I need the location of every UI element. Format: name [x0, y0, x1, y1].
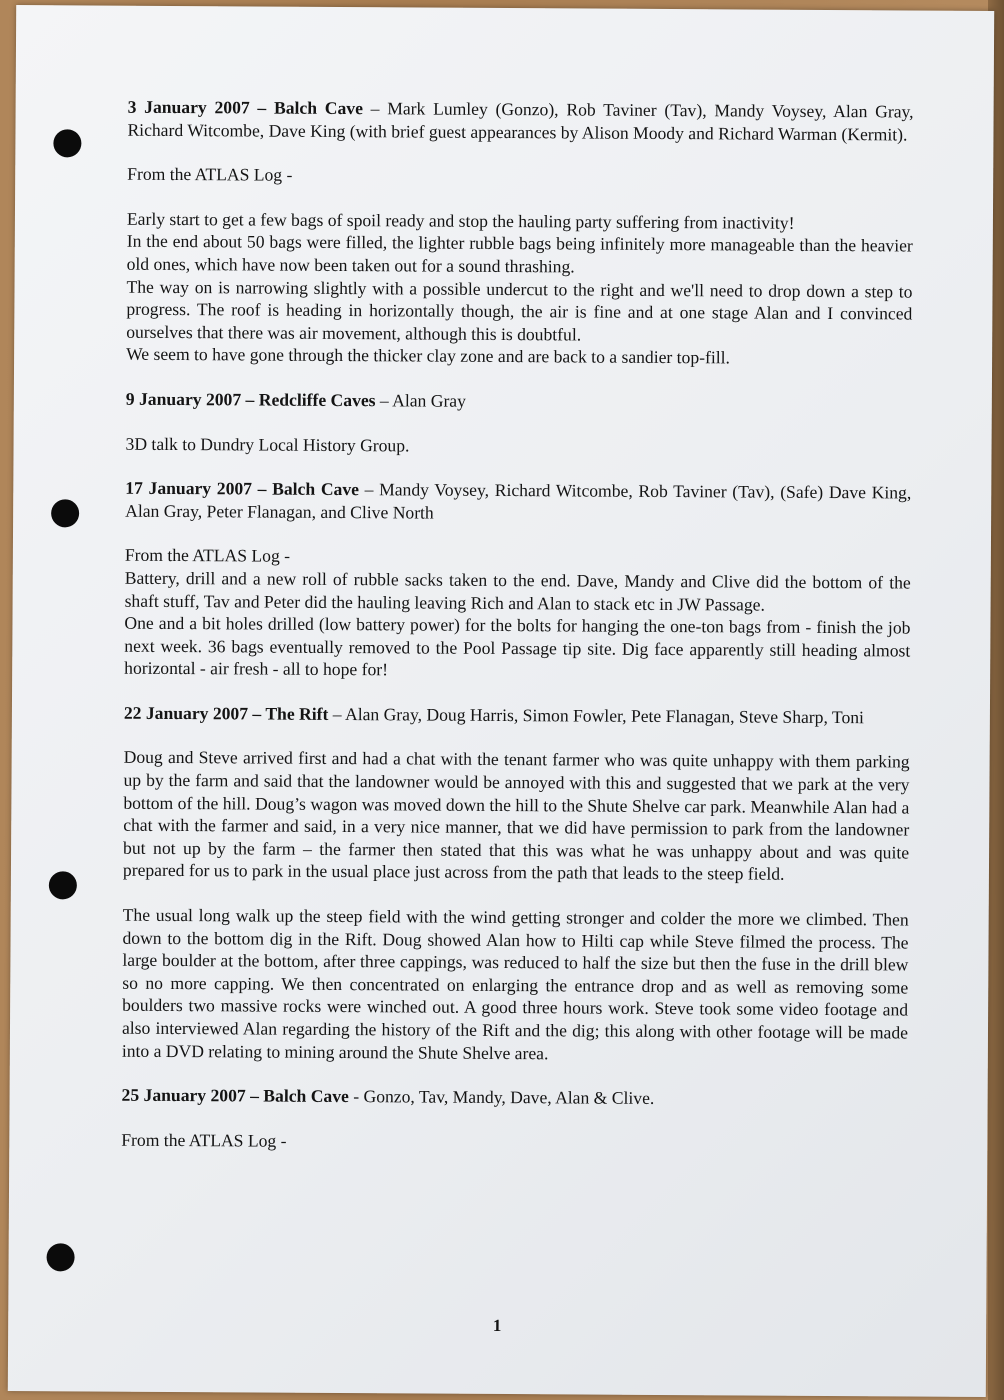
entry-date: 3 January 2007: [127, 96, 250, 118]
entry-separator: –: [249, 97, 275, 118]
page-number: 1: [492, 1315, 502, 1336]
punch-hole: [49, 871, 77, 899]
entry-people: – Alan Gray: [375, 390, 467, 411]
entry-people: - Gonzo, Tav, Mandy, Dave, Alan & Clive.: [348, 1086, 655, 1109]
punch-hole: [53, 129, 81, 157]
entry-source: From the ATLAS Log -: [121, 1129, 287, 1151]
entry-body: [124, 567, 911, 685]
entry-body: [126, 207, 913, 370]
entry-separator: –: [245, 1085, 264, 1106]
entry-location: The Rift: [265, 703, 329, 724]
punch-hole: [47, 1243, 75, 1271]
entry-location: Redcliffe Caves: [258, 389, 376, 411]
entry-date: 22 January 2007: [123, 702, 249, 724]
entry-source: From the ATLAS Log -: [124, 545, 291, 567]
entry-header: [127, 96, 913, 146]
entry-header: [122, 1084, 908, 1111]
document-page: [8, 5, 994, 1397]
entry-line: Early start to get a few bags of spoil ready and stop the hauling party suffering from inactivity!: [126, 208, 795, 233]
entry-separator: –: [251, 478, 273, 499]
entry-date: 9 January 2007: [125, 388, 242, 410]
entry-line: The way on is narrowing slightly with a possible undercut to the right and we'll need to drop down a step to progress. The roof is heading in horizontally though, the air is fine and at one stage Alan and I convinced ourselves that there was air movement, although this is doubtful.: [126, 276, 913, 345]
entry-paragraph: The usual long walk up the steep field with the wind getting stronger and colder the more we climbed. Then down to the bottom dig in the Rift. Doug showed Alan how to Hilti cap while Steve filmed the process. The large boulder at the bottom, after three cappings, was reduced to half the size but then the fuse in the drill blew so no more capping. We then concentrated on enlarging the entrance drop and as well as removing some boulders two massive rocks were winched out. A good three hours work. Steve took some video footage and also interviewed Alan regarding the history of the Rift and the dig; this along with other footage will be made into a DVD relating to mining around the Shute Shelve area.: [121, 904, 909, 1063]
entry-text: 3D talk to Dundry Local History Group.: [125, 433, 410, 455]
entry-location: Balch Cave: [263, 1085, 349, 1107]
entry-line: In the end about 50 bags were filled, the lighter rubble bags being infinitely more manageable than the heavier old ones, which have now been taken out for a sound thrashing.: [126, 231, 913, 277]
entry-line: We seem to have gone through the thicker clay zone and are back to a sandier top-fill.: [126, 344, 731, 368]
entry-line: One and a bit holes drilled (low battery power) for the bolts for hanging the one-ton bags from - finish the job next week. 36 bags eventually removed to the Pool Passage tip site. Dig face apparently still heading almost horizontal - air fresh - all to hope for!: [124, 612, 911, 680]
entry-location: Balch Cave: [273, 97, 363, 119]
log-content: [121, 96, 913, 1156]
entry-people: – Alan Gray, Doug Harris, Simon Fowler, Pete Flanagan, Steve Sharp, Toni: [328, 703, 865, 728]
entry-separator: –: [241, 389, 259, 410]
entry-separator: –: [248, 703, 266, 724]
entry-date: 17 January 2007: [125, 477, 253, 499]
entry-line: Battery, drill and a new roll of rubble sacks taken to the end. Dave, Mandy and Clive did the bottom of the shaft stuff, Tav and Peter did the hauling leaving Rich and Alan to stack etc in JW Passage.: [124, 567, 911, 615]
entry-date: 25 January 2007: [121, 1084, 246, 1106]
entry-header: [125, 477, 911, 527]
entry-header: [126, 388, 912, 415]
entry-source: From the ATLAS Log -: [127, 163, 293, 185]
entry-location: Balch Cave: [272, 478, 360, 500]
punch-hole: [51, 499, 79, 527]
entry-paragraph: Doug and Steve arrived first and had a chat with the tenant farmer who was quite unhappy with them parking up by the farm and said that the landowner would be annoyed with this and suggested that we park at the very bottom of the hill. Doug’s wagon was moved down the hill to the Shute Shelve car park. Meanwhile Alan had a chat with the farmer and said, in a very nice manner, that we did have permission to park from the landowner but not up by the farm – the farmer then stated that this was what he was unhappy about and was quite prepared for us to park in the usual place just across from the path that leads to the steep field.: [122, 747, 910, 885]
entry-people: – Mark Lumley (Gonzo), Rob Taviner (Tav), Mandy Voysey, Alan Gray, Richard Witcombe, Dave King (with brief guest appearances by Alison Moody and Richard Warman (Kermit).: [127, 98, 914, 145]
entry-people: – Mandy Voysey, Richard Witcombe, Rob Taviner (Tav), (Safe) Dave King, Alan Gray, Peter Flanagan, and Clive North: [125, 479, 912, 523]
